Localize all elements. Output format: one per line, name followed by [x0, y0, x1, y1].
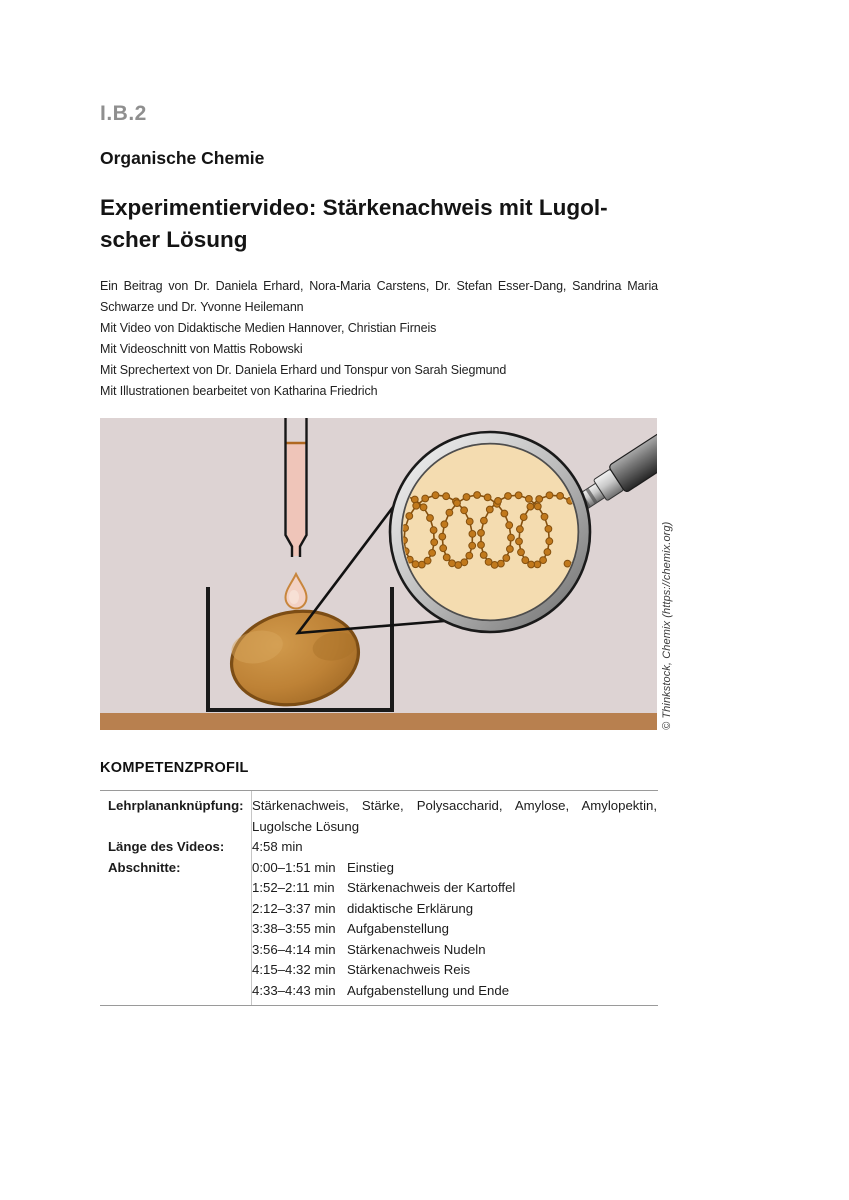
section-time: 4:33–4:43 min	[252, 982, 336, 998]
glucose-bead	[505, 493, 512, 500]
glucose-bead	[526, 496, 533, 503]
glucose-bead	[466, 552, 473, 559]
glucose-bead	[443, 493, 450, 500]
glucose-bead	[486, 506, 493, 513]
glucose-bead	[484, 494, 491, 501]
glucose-bead	[527, 503, 534, 510]
unit-code: I.B.2	[100, 102, 147, 125]
section-time: 4:15–4:32 min	[252, 962, 336, 977]
glucose-bead	[557, 493, 564, 500]
section-text: didaktische Erklärung	[347, 900, 474, 916]
section-time: 2:12–3:37 min	[252, 900, 336, 916]
credit-line: Schwarze und Dr. Yvonne Heilemann	[100, 300, 304, 314]
section-time: 3:38–3:55 min	[252, 921, 336, 936]
glucose-bead	[546, 538, 553, 545]
glucose-bead	[544, 549, 551, 556]
section-text: Einstieg	[347, 859, 394, 875]
glucose-bead	[420, 504, 427, 511]
section-text: Stärkenachweis Nudeln	[347, 941, 486, 957]
glucose-bead	[430, 527, 437, 534]
illustration-svg	[100, 418, 657, 730]
page-title-line1: Experimentiervideo: Stärkenachweis mit Lugol-	[100, 195, 608, 220]
glucose-bead	[440, 545, 447, 552]
glucose-bead	[469, 542, 476, 549]
glucose-bead	[411, 496, 418, 503]
glucose-bead	[446, 509, 453, 516]
video-section	[252, 919, 657, 940]
glucose-bead	[449, 560, 456, 567]
glucose-bead	[534, 561, 541, 568]
glucose-bead	[507, 546, 514, 553]
section-time: 3:56–4:14 min	[252, 941, 336, 957]
table-surface	[100, 713, 657, 730]
glucose-bead	[520, 514, 527, 521]
glucose-bead	[466, 518, 473, 525]
section-time: 0:00–1:51 min	[252, 859, 336, 875]
glucose-bead	[413, 502, 420, 509]
section-text: Stärkenachweis der Kartoffel	[347, 880, 516, 895]
image-credit: © Thinkstock, Chemix (https://chemix.org)	[661, 521, 673, 730]
glucose-bead	[534, 503, 541, 510]
video-section	[252, 899, 657, 920]
glucose-bead	[422, 495, 429, 502]
section-text: Aufgabenstellung	[347, 921, 449, 936]
video-section	[252, 960, 657, 981]
glucose-bead	[517, 526, 524, 533]
section-time: 1:52–2:11 min	[252, 880, 335, 895]
credit-line: Ein Beitrag von Dr. Daniela Erhard, Nora-Maria Carstens, Dr. Stefan Esser-Dang, Sandrina Maria	[100, 279, 658, 293]
glucose-bead	[429, 550, 436, 557]
credit-line: Mit Sprechertext von Dr. Daniela Erhard und Tonspur von Sarah Siegmund	[100, 363, 507, 377]
competence-profile-heading: KOMPETENZPROFIL	[100, 760, 249, 776]
credit-line: Mit Video von Didaktische Medien Hannover, Christian Firneis	[100, 321, 437, 335]
row-value: 4:58 min	[252, 839, 303, 854]
glucose-bead	[461, 507, 468, 514]
row-label: Lehrplananknüpfung:	[108, 798, 244, 813]
glucose-bead	[545, 526, 552, 533]
glucose-bead	[454, 500, 461, 507]
glucose-bead	[427, 515, 434, 522]
glucose-bead	[495, 498, 502, 505]
glucose-bead	[498, 560, 505, 567]
glucose-bead	[503, 555, 510, 562]
glucose-bead	[522, 557, 529, 564]
glucose-bead	[463, 494, 470, 501]
row-label: Länge des Videos:	[108, 839, 225, 854]
curriculum-keywords-line1: Stärkenachweis, Stärke, Polysaccharid, Amylose, Amylopektin,	[252, 798, 657, 813]
glucose-bead	[418, 561, 425, 568]
video-section	[252, 981, 657, 1002]
glucose-bead	[474, 492, 481, 499]
droplet-highlight	[289, 590, 299, 604]
video-section	[252, 940, 657, 961]
glucose-bead	[485, 559, 492, 566]
glucose-bead	[443, 554, 450, 561]
glucose-bead	[469, 531, 476, 538]
glucose-bead	[441, 521, 448, 528]
glucose-bead	[480, 552, 487, 559]
credits-block	[100, 276, 658, 402]
glucose-bead	[439, 533, 446, 540]
glucose-bead	[515, 492, 522, 499]
row-value	[252, 796, 658, 837]
glucose-bead	[518, 549, 525, 556]
lens-glass	[402, 444, 578, 620]
curriculum-keywords-line2: Lugolsche Lösung	[252, 818, 360, 834]
credit-line: Mit Illustrationen bearbeitet von Katharina Friedrich	[100, 384, 378, 398]
glucose-bead	[431, 539, 438, 546]
page-title	[100, 192, 658, 256]
table-row-sections	[100, 858, 658, 1002]
glucose-bead	[536, 496, 543, 503]
glucose-bead	[432, 492, 439, 499]
video-section	[252, 858, 657, 879]
section-text: Aufgabenstellung und Ende	[347, 982, 510, 998]
glucose-bead	[406, 513, 413, 520]
glucose-bead	[546, 492, 553, 499]
glucose-bead	[528, 561, 535, 568]
glucose-bead	[516, 538, 523, 545]
row-value	[252, 858, 658, 1002]
table-row-curriculum	[100, 796, 658, 837]
experiment-illustration	[100, 418, 657, 730]
glucose-bead	[478, 530, 485, 537]
glucose-bead	[508, 534, 515, 541]
glucose-bead	[478, 542, 485, 549]
video-section	[252, 878, 657, 899]
glucose-bead	[506, 522, 513, 529]
glucose-bead	[541, 513, 548, 520]
section-text: Stärkenachweis Reis	[347, 962, 471, 977]
glucose-bead	[501, 510, 508, 517]
page-title-line2: scher Lösung	[100, 227, 248, 252]
pipette-liquid	[287, 443, 305, 556]
glucose-bead	[564, 560, 571, 567]
subject-heading: Organische Chemie	[100, 148, 265, 168]
row-label: Abschnitte:	[108, 859, 181, 875]
glucose-bead	[481, 517, 488, 524]
glucose-bead	[412, 561, 419, 568]
credit-line: Mit Videoschnitt von Mattis Robowski	[100, 342, 303, 356]
table-row-video-length	[100, 837, 658, 858]
competence-profile-table	[100, 790, 658, 1006]
